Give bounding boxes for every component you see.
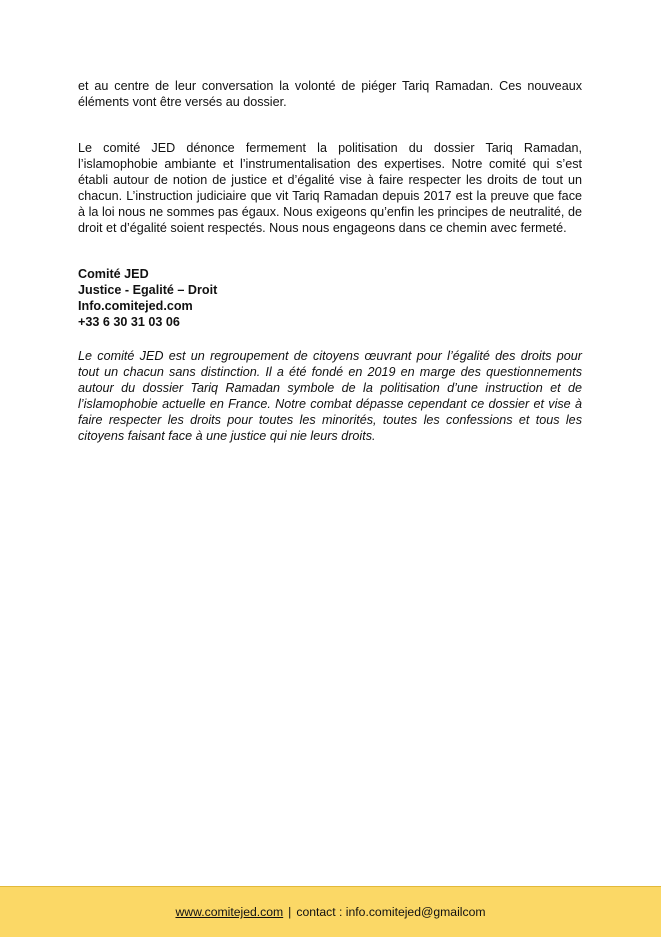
footer-website-link[interactable]: www.comitejed.com xyxy=(175,905,284,919)
signature-block xyxy=(78,266,582,330)
about-paragraph: Le comité JED est un regroupement de citoyens œuvrant pour l’égalité des droits pour tout un chacun sans distinction. Il a été fondé en 2019 en marge des questionnements autour du dossier Tariq Ramadan symbole de la politisation d’une instruction et de l’islamophobie actuelle en France. Notre combat dépasse cependant ce dossier et vise à faire respecter les droits pour toutes les minorités, toutes les confessions et tous les citoyens faisant face à une justice qui nie leurs droits. xyxy=(78,349,582,443)
paragraph-intro: et au centre de leur conversation la volonté de piéger Tariq Ramadan. Ces nouveaux éléments vont être versés au dossier. xyxy=(78,79,582,109)
paragraph-statement: Le comité JED dénonce fermement la politisation du dossier Tariq Ramadan, l’islamophobie ambiante et l’instrumentalisation des expertises. Notre comité qui s’est établi autour de notion de justice et d’égalité vise à faire respecter les droits de tout un chacun. L’instruction judiciaire que vit Tariq Ramadan depuis 2017 est la preuve que face à la loi nous ne sommes pas égaux. Nous exigeons qu’enfin les principes de neutralité, de droit et d’égalité soient respectés. Nous nous engageons dans ce chemin avec fermeté. xyxy=(78,141,582,235)
signature-website: Info.comitejed.com xyxy=(78,299,193,313)
footer-contact: contact : info.comitejed@gmailcom xyxy=(296,905,486,919)
footer-separator: | xyxy=(288,905,292,919)
signature-motto: Justice - Egalité – Droit xyxy=(78,283,218,297)
signature-phone: +33 6 30 31 03 06 xyxy=(78,315,180,329)
document-body xyxy=(78,78,582,444)
footer-bar xyxy=(0,886,661,937)
signature-name: Comité JED xyxy=(78,267,149,281)
